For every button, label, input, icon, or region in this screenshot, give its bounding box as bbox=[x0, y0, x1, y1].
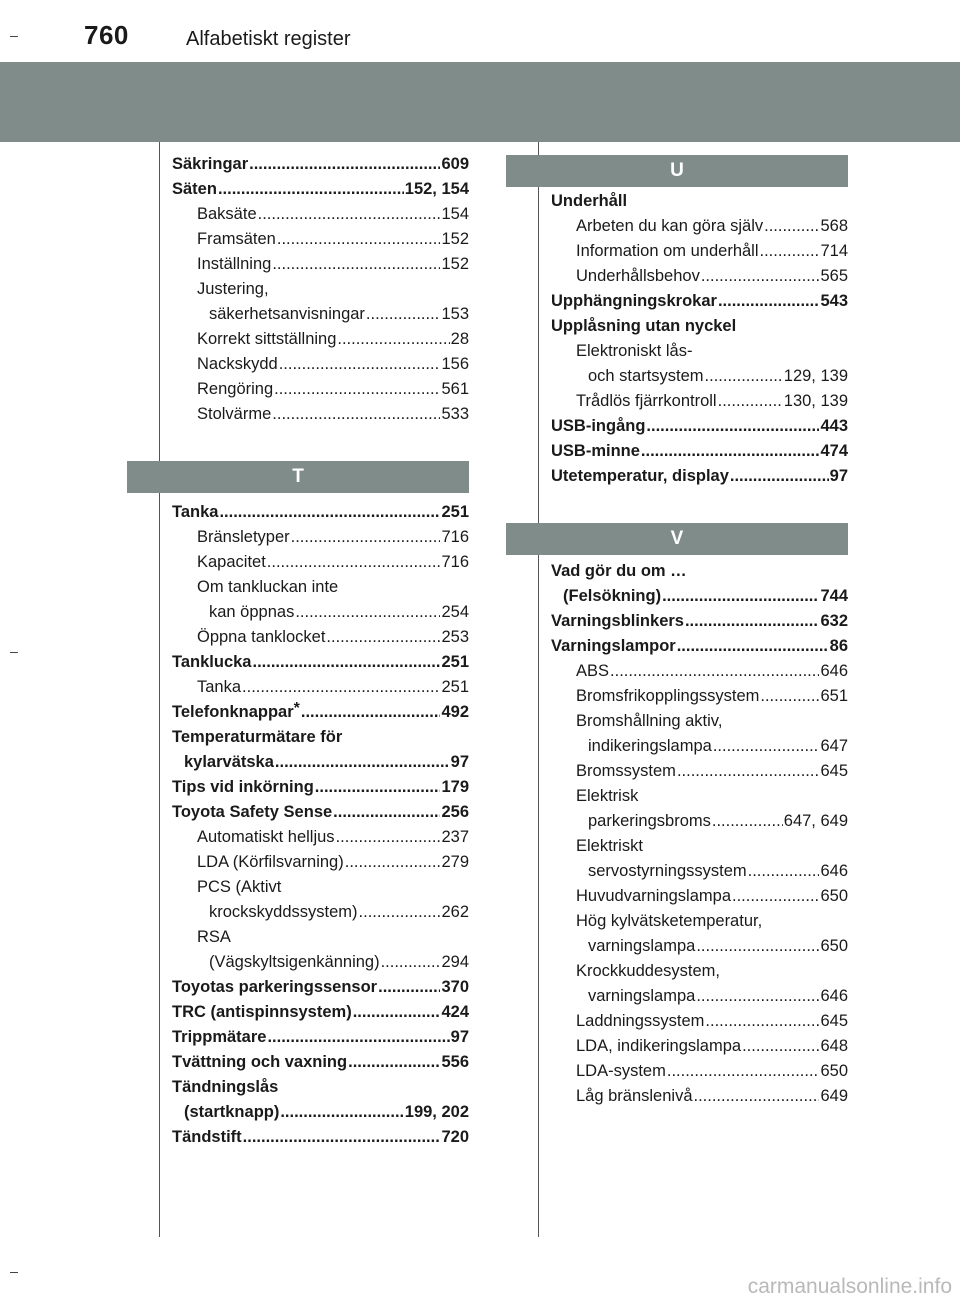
entry-term: indikeringslampa bbox=[588, 737, 712, 755]
entry-term: servostyrningssystem bbox=[588, 862, 747, 880]
dot-leader bbox=[677, 634, 829, 659]
entry-term: parkeringsbroms bbox=[588, 812, 711, 830]
entry-term: Telefonknappar bbox=[172, 703, 294, 721]
index-entry bbox=[551, 934, 848, 959]
index-entry bbox=[172, 600, 469, 625]
dot-leader bbox=[219, 500, 440, 525]
index-entry bbox=[551, 959, 848, 984]
index-entry bbox=[172, 625, 469, 650]
entry-term: Nackskydd bbox=[197, 355, 278, 373]
index-group-s bbox=[172, 152, 469, 427]
entry-term: (startknapp) bbox=[184, 1103, 280, 1121]
dot-leader bbox=[258, 202, 441, 227]
dot-leader bbox=[764, 214, 819, 239]
entry-page-ref[interactable]: 97 bbox=[450, 753, 469, 771]
letter-heading-v: V bbox=[506, 523, 848, 555]
index-entry bbox=[172, 202, 469, 227]
entry-term: Laddningssystem bbox=[576, 1012, 705, 1030]
dot-leader bbox=[705, 1009, 819, 1034]
entry-page-ref[interactable]: 279 bbox=[441, 853, 469, 871]
index-entry bbox=[551, 1084, 848, 1109]
dot-leader bbox=[272, 402, 440, 427]
dot-leader bbox=[275, 750, 450, 775]
dot-leader bbox=[677, 759, 820, 784]
entry-term: Baksäte bbox=[197, 205, 257, 223]
entry-term: PCS (Aktivt bbox=[197, 878, 282, 896]
entry-page-ref[interactable]: 646 bbox=[820, 987, 848, 1005]
index-entry bbox=[172, 650, 469, 675]
index-entry bbox=[172, 725, 469, 750]
entry-term: USB-minne bbox=[551, 442, 640, 460]
dot-leader bbox=[378, 975, 440, 1000]
dot-leader bbox=[345, 850, 441, 875]
index-entry bbox=[551, 239, 848, 264]
index-entry bbox=[172, 575, 469, 600]
dot-leader bbox=[272, 252, 440, 277]
index-entry bbox=[551, 439, 848, 464]
index-entry bbox=[172, 1125, 469, 1150]
index-group-v bbox=[551, 559, 848, 1109]
entry-term: Tanka bbox=[172, 503, 219, 521]
index-entry bbox=[172, 277, 469, 302]
entry-term: Toyotas parkeringssensor bbox=[172, 978, 378, 996]
entry-term: Inställning bbox=[197, 255, 272, 273]
dot-leader bbox=[333, 800, 440, 825]
entry-term: LDA-system bbox=[576, 1062, 666, 1080]
index-entry bbox=[551, 984, 848, 1009]
entry-term: Öppna tanklocket bbox=[197, 628, 326, 646]
entry-page-ref[interactable]: 129, 139 bbox=[783, 367, 848, 385]
entry-page-ref[interactable]: 651 bbox=[820, 687, 848, 705]
dot-leader bbox=[713, 734, 820, 759]
entry-page-ref[interactable]: 199, 202 bbox=[404, 1103, 469, 1121]
index-entry bbox=[551, 659, 848, 684]
index-entry bbox=[551, 264, 848, 289]
entry-term: Om tankluckan inte bbox=[197, 578, 339, 596]
index-entry bbox=[172, 775, 469, 800]
dot-leader bbox=[252, 650, 440, 675]
entry-page-ref[interactable]: 294 bbox=[441, 953, 469, 971]
index-entry bbox=[551, 884, 848, 909]
entry-term: Tändningslås bbox=[172, 1078, 279, 1096]
column-rule-right bbox=[538, 142, 539, 1237]
entry-term: Utetemperatur, display bbox=[551, 467, 729, 485]
entry-term: (Vägskyltsigenkänning) bbox=[209, 953, 380, 971]
dot-leader bbox=[760, 239, 820, 264]
index-entry bbox=[172, 252, 469, 277]
index-entry bbox=[172, 800, 469, 825]
entry-term: Temperaturmätare för bbox=[172, 728, 343, 746]
entry-term: och startsystem bbox=[588, 367, 704, 385]
entry-page-ref[interactable]: 97 bbox=[829, 467, 848, 485]
index-entry bbox=[172, 525, 469, 550]
entry-page-ref[interactable]: 130, 139 bbox=[783, 392, 848, 410]
index-entry bbox=[551, 784, 848, 809]
index-entry bbox=[172, 327, 469, 352]
entry-page-ref[interactable]: 256 bbox=[441, 803, 469, 821]
index-entry bbox=[172, 402, 469, 427]
crop-mark bbox=[10, 36, 18, 37]
entry-term: Toyota Safety Sense bbox=[172, 803, 333, 821]
entry-term: Rengöring bbox=[197, 380, 274, 398]
entry-page-ref[interactable]: 561 bbox=[441, 380, 469, 398]
index-entry bbox=[551, 414, 848, 439]
dot-leader bbox=[249, 152, 440, 177]
dot-leader bbox=[280, 1100, 403, 1125]
entry-page-ref[interactable]: 153 bbox=[441, 305, 469, 323]
index-entry bbox=[172, 850, 469, 875]
index-entry bbox=[551, 709, 848, 734]
entry-page-ref[interactable]: 474 bbox=[820, 442, 848, 460]
index-entry bbox=[172, 1050, 469, 1075]
dot-leader bbox=[295, 600, 440, 625]
dot-leader bbox=[705, 364, 783, 389]
entry-term: Underhållsbehov bbox=[576, 267, 700, 285]
entry-term: Automatiskt helljus bbox=[197, 828, 335, 846]
entry-page-ref[interactable]: 179 bbox=[441, 778, 469, 796]
entry-term: (Felsökning) bbox=[563, 587, 662, 605]
entry-page-ref[interactable]: 154 bbox=[441, 205, 469, 223]
entry-term: Tanklucka bbox=[172, 653, 252, 671]
index-group-u bbox=[551, 189, 848, 489]
entry-term: krockskyddssystem) bbox=[209, 903, 358, 921]
entry-term: Tanka bbox=[197, 678, 242, 696]
index-entry bbox=[172, 550, 469, 575]
index-entry bbox=[172, 1100, 469, 1125]
entry-page-ref[interactable]: 650 bbox=[820, 937, 848, 955]
index-entry bbox=[551, 289, 848, 314]
index-entry bbox=[551, 809, 848, 834]
entry-page-ref[interactable]: 556 bbox=[441, 1053, 469, 1071]
entry-page-ref[interactable]: 533 bbox=[441, 405, 469, 423]
entry-term: Tips vid inkörning bbox=[172, 778, 314, 796]
entry-term: TRC (antispinnsystem) bbox=[172, 1003, 352, 1021]
entry-page-ref[interactable]: 646 bbox=[820, 862, 848, 880]
index-entry bbox=[551, 584, 848, 609]
entry-term: Korrekt sittställning bbox=[197, 330, 337, 348]
entry-term: Säten bbox=[172, 180, 217, 198]
entry-term: Elektrisk bbox=[576, 787, 639, 805]
entry-term: Bromshållning aktiv, bbox=[576, 712, 723, 730]
entry-term: Bromsfrikopplingssystem bbox=[576, 687, 760, 705]
entry-term: Bränsletyper bbox=[197, 528, 290, 546]
dot-leader bbox=[696, 984, 819, 1009]
entry-page-ref[interactable]: 565 bbox=[820, 267, 848, 285]
entry-page-ref[interactable]: 152, 154 bbox=[404, 180, 469, 198]
entry-term: Upplåsning utan nyckel bbox=[551, 317, 737, 335]
entry-page-ref[interactable]: 254 bbox=[441, 603, 469, 621]
entry-term: Elektroniskt lås- bbox=[576, 342, 693, 360]
dot-leader bbox=[646, 414, 819, 439]
entry-term: Huvudvarningslampa bbox=[576, 887, 732, 905]
dot-leader bbox=[694, 1084, 820, 1109]
index-entry bbox=[172, 675, 469, 700]
entry-page-ref[interactable]: 370 bbox=[441, 978, 469, 996]
index-entry bbox=[172, 875, 469, 900]
crop-mark bbox=[10, 1272, 18, 1273]
entry-page-ref[interactable]: 650 bbox=[820, 887, 848, 905]
entry-term: Stolvärme bbox=[197, 405, 272, 423]
index-entry bbox=[551, 734, 848, 759]
entry-term: Trippmätare bbox=[172, 1028, 267, 1046]
entry-term: ABS bbox=[576, 662, 610, 680]
letter-heading-u: U bbox=[506, 155, 848, 187]
dot-leader bbox=[291, 525, 441, 550]
entry-term: Tändstift bbox=[172, 1128, 242, 1146]
entry-term: kan öppnas bbox=[209, 603, 295, 621]
entry-term: Arbeten du kan göra själv bbox=[576, 217, 764, 235]
dot-leader bbox=[730, 464, 829, 489]
dot-leader bbox=[218, 177, 404, 202]
index-entry bbox=[551, 859, 848, 884]
dot-leader bbox=[274, 377, 440, 402]
dot-leader bbox=[277, 227, 441, 252]
dot-leader bbox=[348, 1050, 440, 1075]
entry-term: Varningsblinkers bbox=[551, 612, 684, 630]
index-entry bbox=[172, 152, 469, 177]
entry-page-ref[interactable]: 648 bbox=[820, 1037, 848, 1055]
index-entry bbox=[551, 389, 848, 414]
watermark: carmanualsonline.info bbox=[747, 1275, 952, 1298]
entry-term: Justering, bbox=[197, 280, 269, 298]
entry-term: Varningslampor bbox=[551, 637, 676, 655]
entry-term: Bromssystem bbox=[576, 762, 676, 780]
entry-page-ref[interactable]: 609 bbox=[441, 155, 469, 173]
entry-term: USB-ingång bbox=[551, 417, 646, 435]
index-entry bbox=[551, 214, 848, 239]
entry-page-ref[interactable]: 716 bbox=[441, 528, 469, 546]
index-entry bbox=[172, 950, 469, 975]
page-number: 760 bbox=[84, 20, 129, 50]
dot-leader bbox=[242, 675, 440, 700]
index-entry bbox=[172, 925, 469, 950]
dot-leader bbox=[742, 1034, 819, 1059]
entry-page-ref[interactable]: 251 bbox=[441, 678, 469, 696]
index-entry bbox=[172, 900, 469, 925]
index-entry bbox=[551, 909, 848, 934]
index-entry bbox=[551, 559, 848, 584]
index-entry bbox=[551, 609, 848, 634]
index-entry: Telefonknappar * ..... 492 bbox=[172, 700, 469, 725]
index-entry bbox=[172, 352, 469, 377]
index-entry bbox=[551, 834, 848, 859]
entry-page-ref[interactable]: 647 bbox=[820, 737, 848, 755]
index-entry bbox=[172, 227, 469, 252]
entry-term: LDA, indikeringslampa bbox=[576, 1037, 742, 1055]
entry-page-ref[interactable]: 716 bbox=[441, 553, 469, 571]
entry-page-ref[interactable]: 152 bbox=[441, 230, 469, 248]
crop-mark bbox=[10, 652, 18, 653]
dot-leader bbox=[353, 1000, 441, 1025]
dot-leader bbox=[712, 809, 783, 834]
entry-term: RSA bbox=[197, 928, 231, 946]
entry-page-ref[interactable]: 650 bbox=[820, 1062, 848, 1080]
entry-page-ref[interactable]: 720 bbox=[441, 1128, 469, 1146]
dot-leader bbox=[667, 1059, 820, 1084]
entry-page-ref[interactable]: 492 bbox=[441, 703, 469, 721]
index-entry bbox=[172, 750, 469, 775]
index-entry bbox=[172, 975, 469, 1000]
entry-page-ref[interactable]: 645 bbox=[820, 762, 848, 780]
entry-page-ref[interactable]: 714 bbox=[820, 242, 848, 260]
entry-page-ref[interactable]: 443 bbox=[820, 417, 848, 435]
dot-leader bbox=[718, 289, 820, 314]
dot-leader bbox=[732, 884, 819, 909]
entry-term: Säkringar bbox=[172, 155, 249, 173]
dot-leader bbox=[279, 352, 441, 377]
dot-leader bbox=[685, 609, 820, 634]
entry-page-ref[interactable]: 632 bbox=[820, 612, 848, 630]
entry-term: Vad gör du om … bbox=[551, 562, 687, 580]
entry-page-ref[interactable]: 647, 649 bbox=[783, 812, 848, 830]
entry-term: kylarvätska bbox=[184, 753, 274, 771]
dot-leader bbox=[748, 859, 820, 884]
index-column-right bbox=[551, 155, 848, 1109]
column-rule-left bbox=[159, 142, 160, 1237]
index-entry bbox=[172, 302, 469, 327]
index-entry bbox=[551, 1009, 848, 1034]
index-entry bbox=[172, 177, 469, 202]
entry-term: Tvättning och vaxning bbox=[172, 1053, 348, 1071]
dot-leader bbox=[718, 389, 783, 414]
entry-term: Låg bränslenivå bbox=[576, 1087, 693, 1105]
index-entry bbox=[172, 825, 469, 850]
dot-leader bbox=[326, 625, 440, 650]
entry-term: Information om underhåll bbox=[576, 242, 759, 260]
index-entry bbox=[172, 1075, 469, 1100]
index-entry bbox=[172, 1025, 469, 1050]
index-entry bbox=[551, 189, 848, 214]
entry-term: LDA (Körfilsvarning) bbox=[197, 853, 344, 871]
entry-page-ref[interactable]: 97 bbox=[450, 1028, 469, 1046]
entry-term: Elektriskt bbox=[576, 837, 643, 855]
entry-term: Trådlös fjärrkontroll bbox=[576, 392, 717, 410]
dot-leader bbox=[336, 825, 441, 850]
entry-page-ref[interactable]: 28 bbox=[450, 330, 469, 348]
entry-page-ref[interactable]: 649 bbox=[820, 1087, 848, 1105]
entry-term: Kapacitet bbox=[197, 553, 266, 571]
entry-term: Upphängningskrokar bbox=[551, 292, 717, 310]
dot-leader bbox=[701, 264, 820, 289]
dot-leader bbox=[381, 950, 441, 975]
entry-page-ref[interactable]: 744 bbox=[820, 587, 848, 605]
dot-leader bbox=[359, 900, 441, 925]
entry-term: varningslampa bbox=[588, 937, 696, 955]
entry-page-ref[interactable]: 646 bbox=[820, 662, 848, 680]
dot-leader bbox=[366, 302, 441, 327]
section-title: Alfabetiskt register bbox=[186, 28, 351, 50]
page-header bbox=[0, 0, 960, 60]
index-entry bbox=[551, 339, 848, 364]
entry-page-ref[interactable]: 645 bbox=[820, 1012, 848, 1030]
dot-leader bbox=[243, 1125, 441, 1150]
entry-page-ref[interactable]: 156 bbox=[441, 355, 469, 373]
entry-term: Framsäten bbox=[197, 230, 276, 248]
index-entry bbox=[551, 1059, 848, 1084]
entry-term: Krockkuddesystem, bbox=[576, 962, 720, 980]
index-entry bbox=[551, 464, 848, 489]
entry-term: säkerhetsanvisningar bbox=[209, 305, 365, 323]
dot-leader bbox=[610, 659, 819, 684]
dot-leader bbox=[267, 1025, 449, 1050]
index-entry bbox=[551, 634, 848, 659]
entry-page-ref[interactable]: 253 bbox=[441, 628, 469, 646]
entry-page-ref[interactable]: 152 bbox=[441, 255, 469, 273]
dot-leader bbox=[267, 550, 441, 575]
dot-leader bbox=[337, 327, 449, 352]
entry-page-ref[interactable]: 86 bbox=[829, 637, 848, 655]
letter-heading-t: T bbox=[127, 461, 469, 493]
dot-leader bbox=[301, 700, 441, 725]
header-band bbox=[0, 62, 960, 142]
index-entry bbox=[172, 1000, 469, 1025]
entry-page-ref[interactable]: 424 bbox=[441, 1003, 469, 1021]
dot-leader bbox=[662, 584, 819, 609]
index-entry bbox=[551, 314, 848, 339]
entry-page-ref[interactable]: 237 bbox=[441, 828, 469, 846]
entry-term: varningslampa bbox=[588, 987, 696, 1005]
entry-term: Hög kylvätsketemperatur, bbox=[576, 912, 763, 930]
dot-leader bbox=[315, 775, 441, 800]
index-column-left bbox=[172, 152, 469, 1150]
entry-page-ref[interactable]: 251 bbox=[441, 503, 469, 521]
index-entry bbox=[172, 500, 469, 525]
entry-page-ref[interactable]: 568 bbox=[820, 217, 848, 235]
index-entry bbox=[551, 684, 848, 709]
index-entry bbox=[551, 364, 848, 389]
entry-page-ref[interactable]: 543 bbox=[820, 292, 848, 310]
index-entry bbox=[551, 1034, 848, 1059]
index-group-t bbox=[172, 500, 469, 1150]
dot-leader bbox=[760, 684, 819, 709]
dot-leader bbox=[696, 934, 819, 959]
index-entry bbox=[551, 759, 848, 784]
entry-term: Underhåll bbox=[551, 192, 628, 210]
entry-page-ref[interactable]: 251 bbox=[441, 653, 469, 671]
index-entry bbox=[172, 377, 469, 402]
entry-page-ref[interactable]: 262 bbox=[441, 903, 469, 921]
dot-leader bbox=[641, 439, 820, 464]
